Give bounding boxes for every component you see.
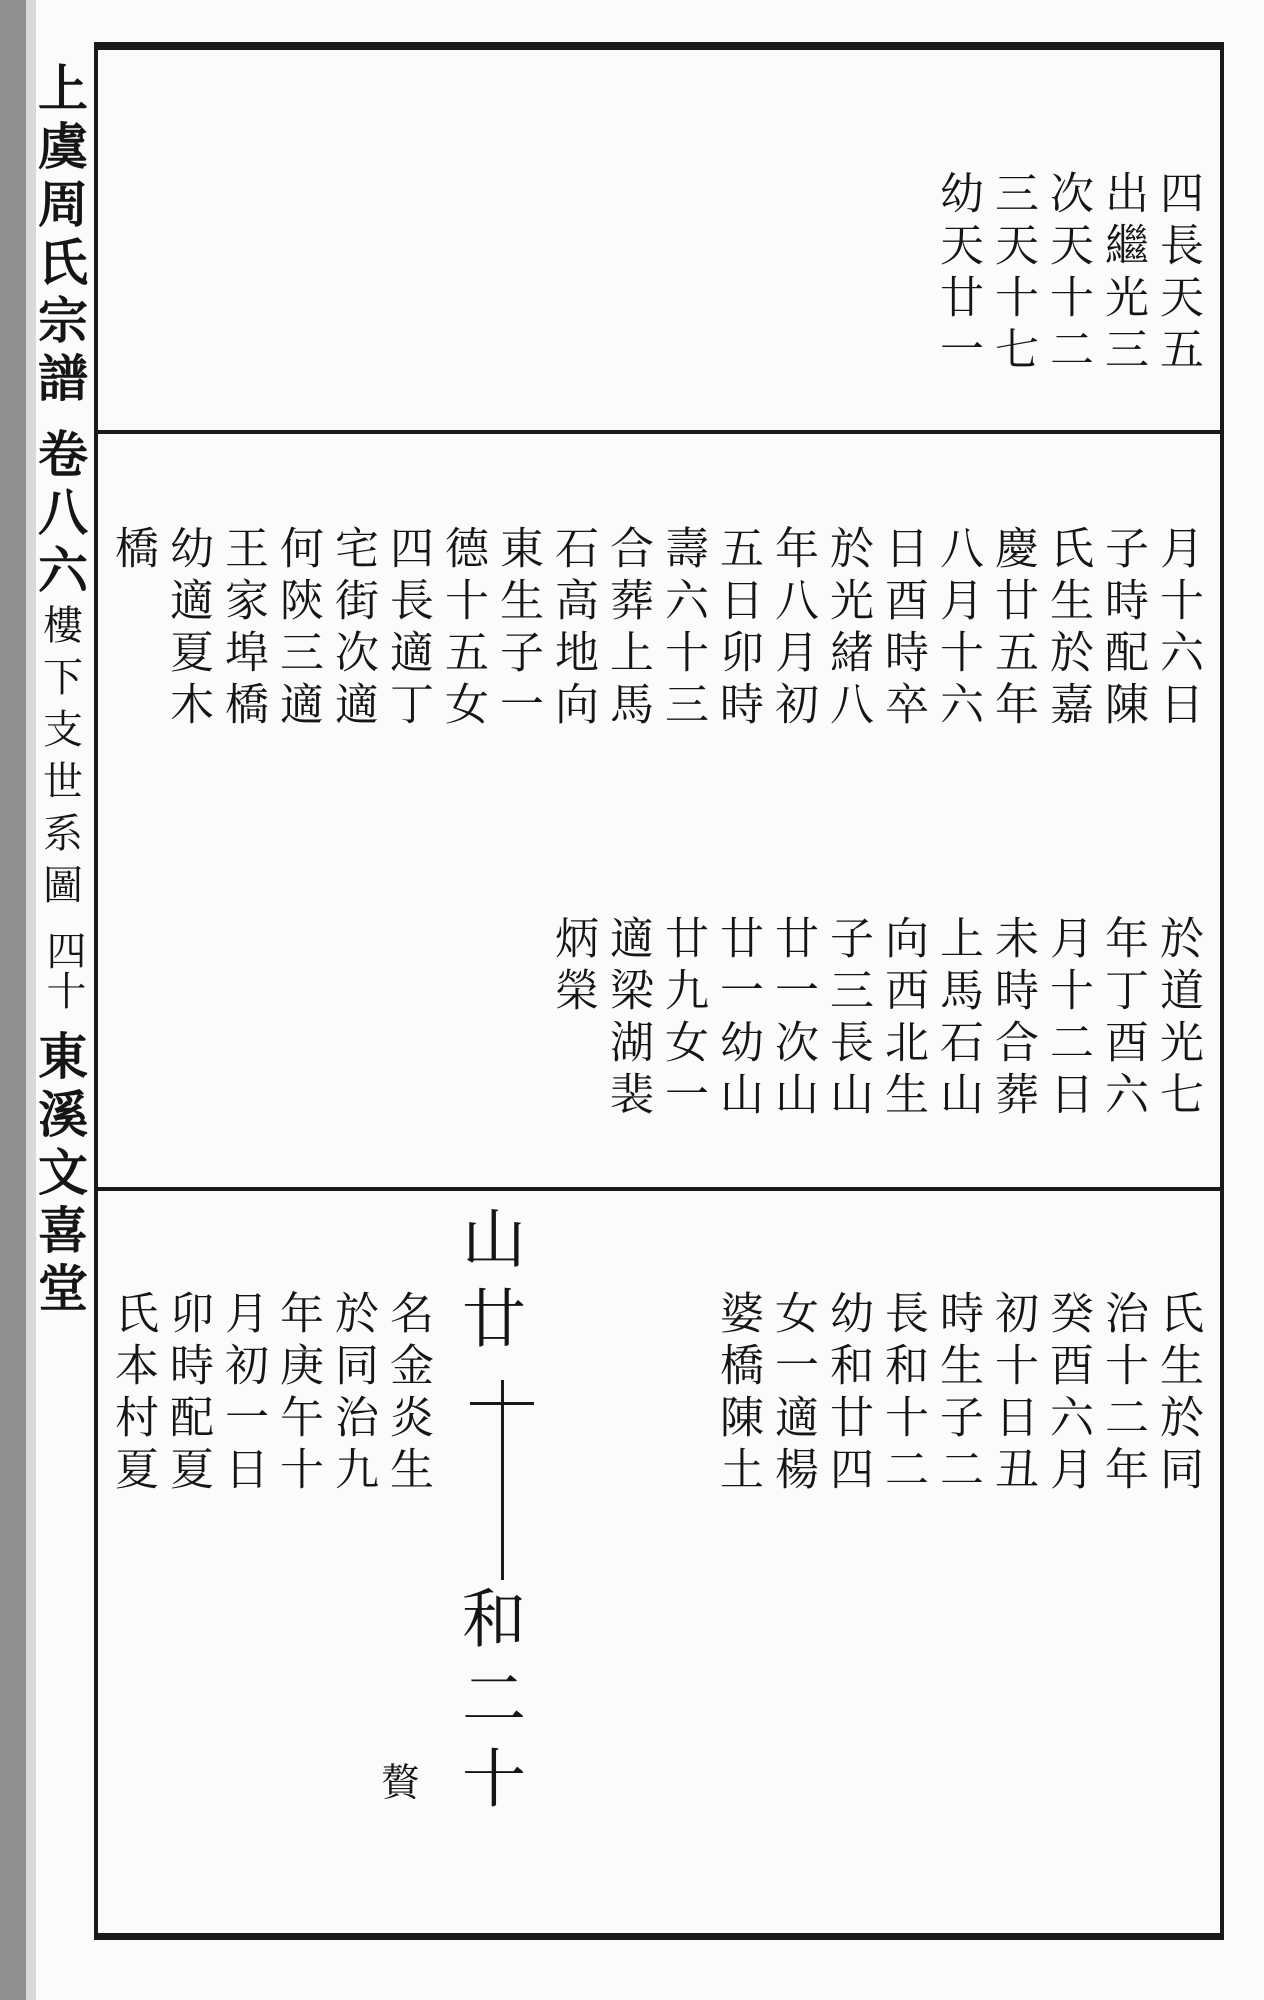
volume-char: 卷 <box>38 425 88 484</box>
text-column: 八月十六 <box>932 525 983 733</box>
section-char: 系 <box>43 811 83 857</box>
annotation-note: 贅 <box>375 1762 419 1800</box>
text-column: 廿一次山 <box>767 915 818 1123</box>
spine-char: 宗 <box>38 291 88 350</box>
text-column: 石高地向 <box>547 525 598 733</box>
text-column: 治十二年 <box>1097 1290 1148 1498</box>
section-char: 下 <box>43 655 83 701</box>
section-char: 樓 <box>43 603 83 649</box>
text-column: 幼適夏木 <box>162 525 213 733</box>
spine-char: 氏 <box>38 233 88 292</box>
text-column: 德十五女 <box>437 525 488 733</box>
text-column: 壽六十三 <box>657 525 708 733</box>
text-column: 於同治九 <box>327 1290 378 1498</box>
volume-char: 八 <box>38 483 88 542</box>
text-column: 年八月初 <box>767 525 818 733</box>
text-column: 於道光七 <box>1152 915 1203 1123</box>
text-column: 氏生於同 <box>1152 1290 1203 1498</box>
text-column: 何陝三適 <box>272 525 323 733</box>
text-column: 五日卯時 <box>712 525 763 733</box>
lineage-tick <box>470 1402 534 1405</box>
hall-char: 溪 <box>38 1085 88 1144</box>
text-column: 初十日丑 <box>987 1290 1038 1498</box>
lineage-line <box>501 1380 504 1580</box>
text-column: 廿九女一 <box>657 915 708 1123</box>
spine-title <box>32 60 94 1910</box>
text-column: 名金炎生 <box>382 1290 433 1498</box>
text-column: 廿一幼山 <box>712 915 763 1123</box>
section-char: 世 <box>43 759 83 805</box>
text-column: 上馬石山 <box>932 915 983 1123</box>
spine-char: 虞 <box>38 117 88 176</box>
text-column: 適梁湖裴 <box>602 915 653 1123</box>
volume-char: 六 <box>38 541 88 600</box>
text-column: 女一適楊 <box>767 1290 818 1498</box>
hall-char: 堂 <box>38 1259 88 1318</box>
section-char: 支 <box>43 707 83 753</box>
text-column: 氏生於嘉 <box>1042 525 1093 733</box>
text-column: 幼天廿一 <box>932 170 983 378</box>
text-column: 子三長山 <box>822 915 873 1123</box>
text-column: 月十六日 <box>1152 525 1203 733</box>
text-column: 年丁酉六 <box>1097 915 1148 1123</box>
text-column: 未時合葬 <box>987 915 1038 1123</box>
text-column: 於光緒八 <box>822 525 873 733</box>
text-column: 慶廿五年 <box>987 525 1038 733</box>
text-column: 四長適丁 <box>382 525 433 733</box>
text-column: 向西北生 <box>877 915 928 1123</box>
spine-char: 上 <box>38 59 88 118</box>
text-column: 炳榮 <box>547 915 598 1019</box>
generation-name-bottom: 和二十 <box>451 1585 525 1825</box>
page-binding-edge <box>0 0 26 2000</box>
spine-char: 周 <box>38 175 88 234</box>
hall-char: 喜 <box>38 1201 88 1260</box>
text-column: 王家埠橋 <box>217 525 268 733</box>
text-column: 幼和廿四 <box>822 1290 873 1498</box>
text-column: 次天十二 <box>1042 170 1093 378</box>
hall-char: 文 <box>38 1143 88 1202</box>
hall-char: 東 <box>38 1027 88 1086</box>
text-column: 橋 <box>107 525 158 577</box>
section-divider <box>94 1187 1224 1191</box>
generation-name-top: 山廿 <box>451 1205 525 1365</box>
text-column: 婆橋陳土 <box>712 1290 763 1498</box>
text-column: 子時配陳 <box>1097 525 1148 733</box>
text-column: 三天十七 <box>987 170 1038 378</box>
section-char: 圖 <box>43 863 83 909</box>
text-column: 月十二日 <box>1042 915 1093 1123</box>
spine-char: 譜 <box>38 349 88 408</box>
text-column: 癸酉六月 <box>1042 1290 1093 1498</box>
text-column: 卯時配夏 <box>162 1290 213 1498</box>
text-column: 氏本村夏 <box>107 1290 158 1498</box>
text-column: 東生子一 <box>492 525 543 733</box>
section-divider <box>94 430 1224 434</box>
text-column: 時生子二 <box>932 1290 983 1498</box>
page-number: 四十 <box>40 930 86 1010</box>
text-column: 日酉時卒 <box>877 525 928 733</box>
text-column: 月初一日 <box>217 1290 268 1498</box>
text-column: 合葬上馬 <box>602 525 653 733</box>
text-column: 出繼光三 <box>1097 170 1148 378</box>
text-column: 長和十二 <box>877 1290 928 1498</box>
text-column: 年庚午十 <box>272 1290 323 1498</box>
text-column: 四長天五 <box>1152 170 1203 378</box>
text-column: 宅街次適 <box>327 525 378 733</box>
